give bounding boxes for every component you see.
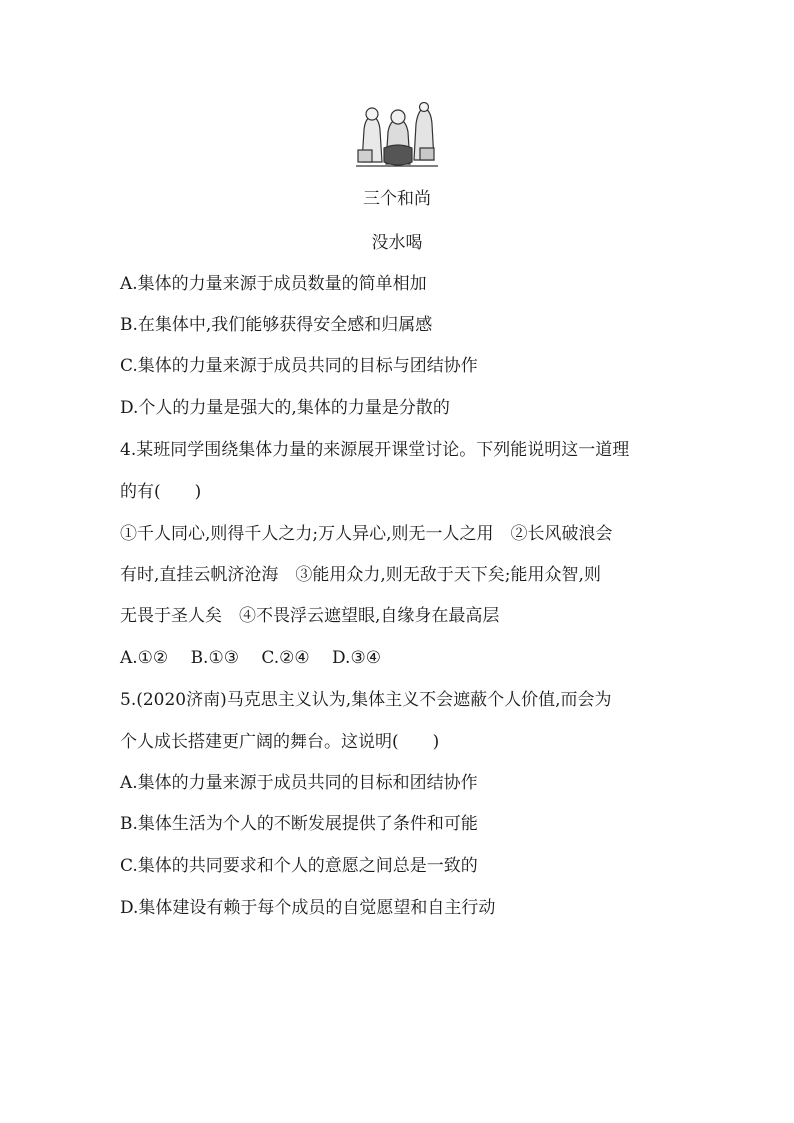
q5-option-b: B.集体生活为个人的不断发展提供了条件和可能 <box>120 814 478 834</box>
q5-option-a: A.集体的力量来源于成员共同的目标和团结协作 <box>120 773 478 793</box>
q3-option-a: A.集体的力量来源于成员数量的简单相加 <box>120 274 427 294</box>
q4-statements-line2: 有时,直挂云帆济沧海 ③能用众力,则无敌于天下矣;能用众智,则 <box>120 565 601 585</box>
illustration-caption-line2: 没水喝 <box>371 233 423 253</box>
q3-option-b: B.在集体中,我们能够获得安全感和归属感 <box>120 315 433 335</box>
q5-option-d: D.集体建设有赖于每个成员的自觉愿望和自主行动 <box>120 898 496 918</box>
q5-stem-line2: 个人成长搭建更广阔的舞台。这说明( ) <box>120 732 440 752</box>
q3-option-c: C.集体的力量来源于成员共同的目标与团结协作 <box>120 356 478 376</box>
three-monks-illustration <box>356 102 438 170</box>
q3-option-d: D.个人的力量是强大的,集体的力量是分散的 <box>120 398 450 418</box>
q4-stem-line2: 的有( ) <box>120 482 202 502</box>
q5-option-c: C.集体的共同要求和个人的意愿之间总是一致的 <box>120 856 478 876</box>
q4-stem-line1: 4.某班同学围绕集体力量的来源展开课堂讨论。下列能说明这一道理 <box>120 440 630 460</box>
q4-statements-line3: 无畏于圣人矣 ④不畏浮云遮望眼,自缘身在最高层 <box>120 606 500 626</box>
illustration-caption-line1: 三个和尚 <box>363 189 431 209</box>
q4-choices: A.①② B.①③ C.②④ D.③④ <box>120 648 381 668</box>
q4-statements-line1: ①千人同心,则得千人之力;万人异心,则无一人之用 ②长风破浪会 <box>120 524 613 544</box>
q5-stem-line1: 5.(2020济南)马克思主义认为,集体主义不会遮蔽个人价值,而会为 <box>120 690 612 710</box>
